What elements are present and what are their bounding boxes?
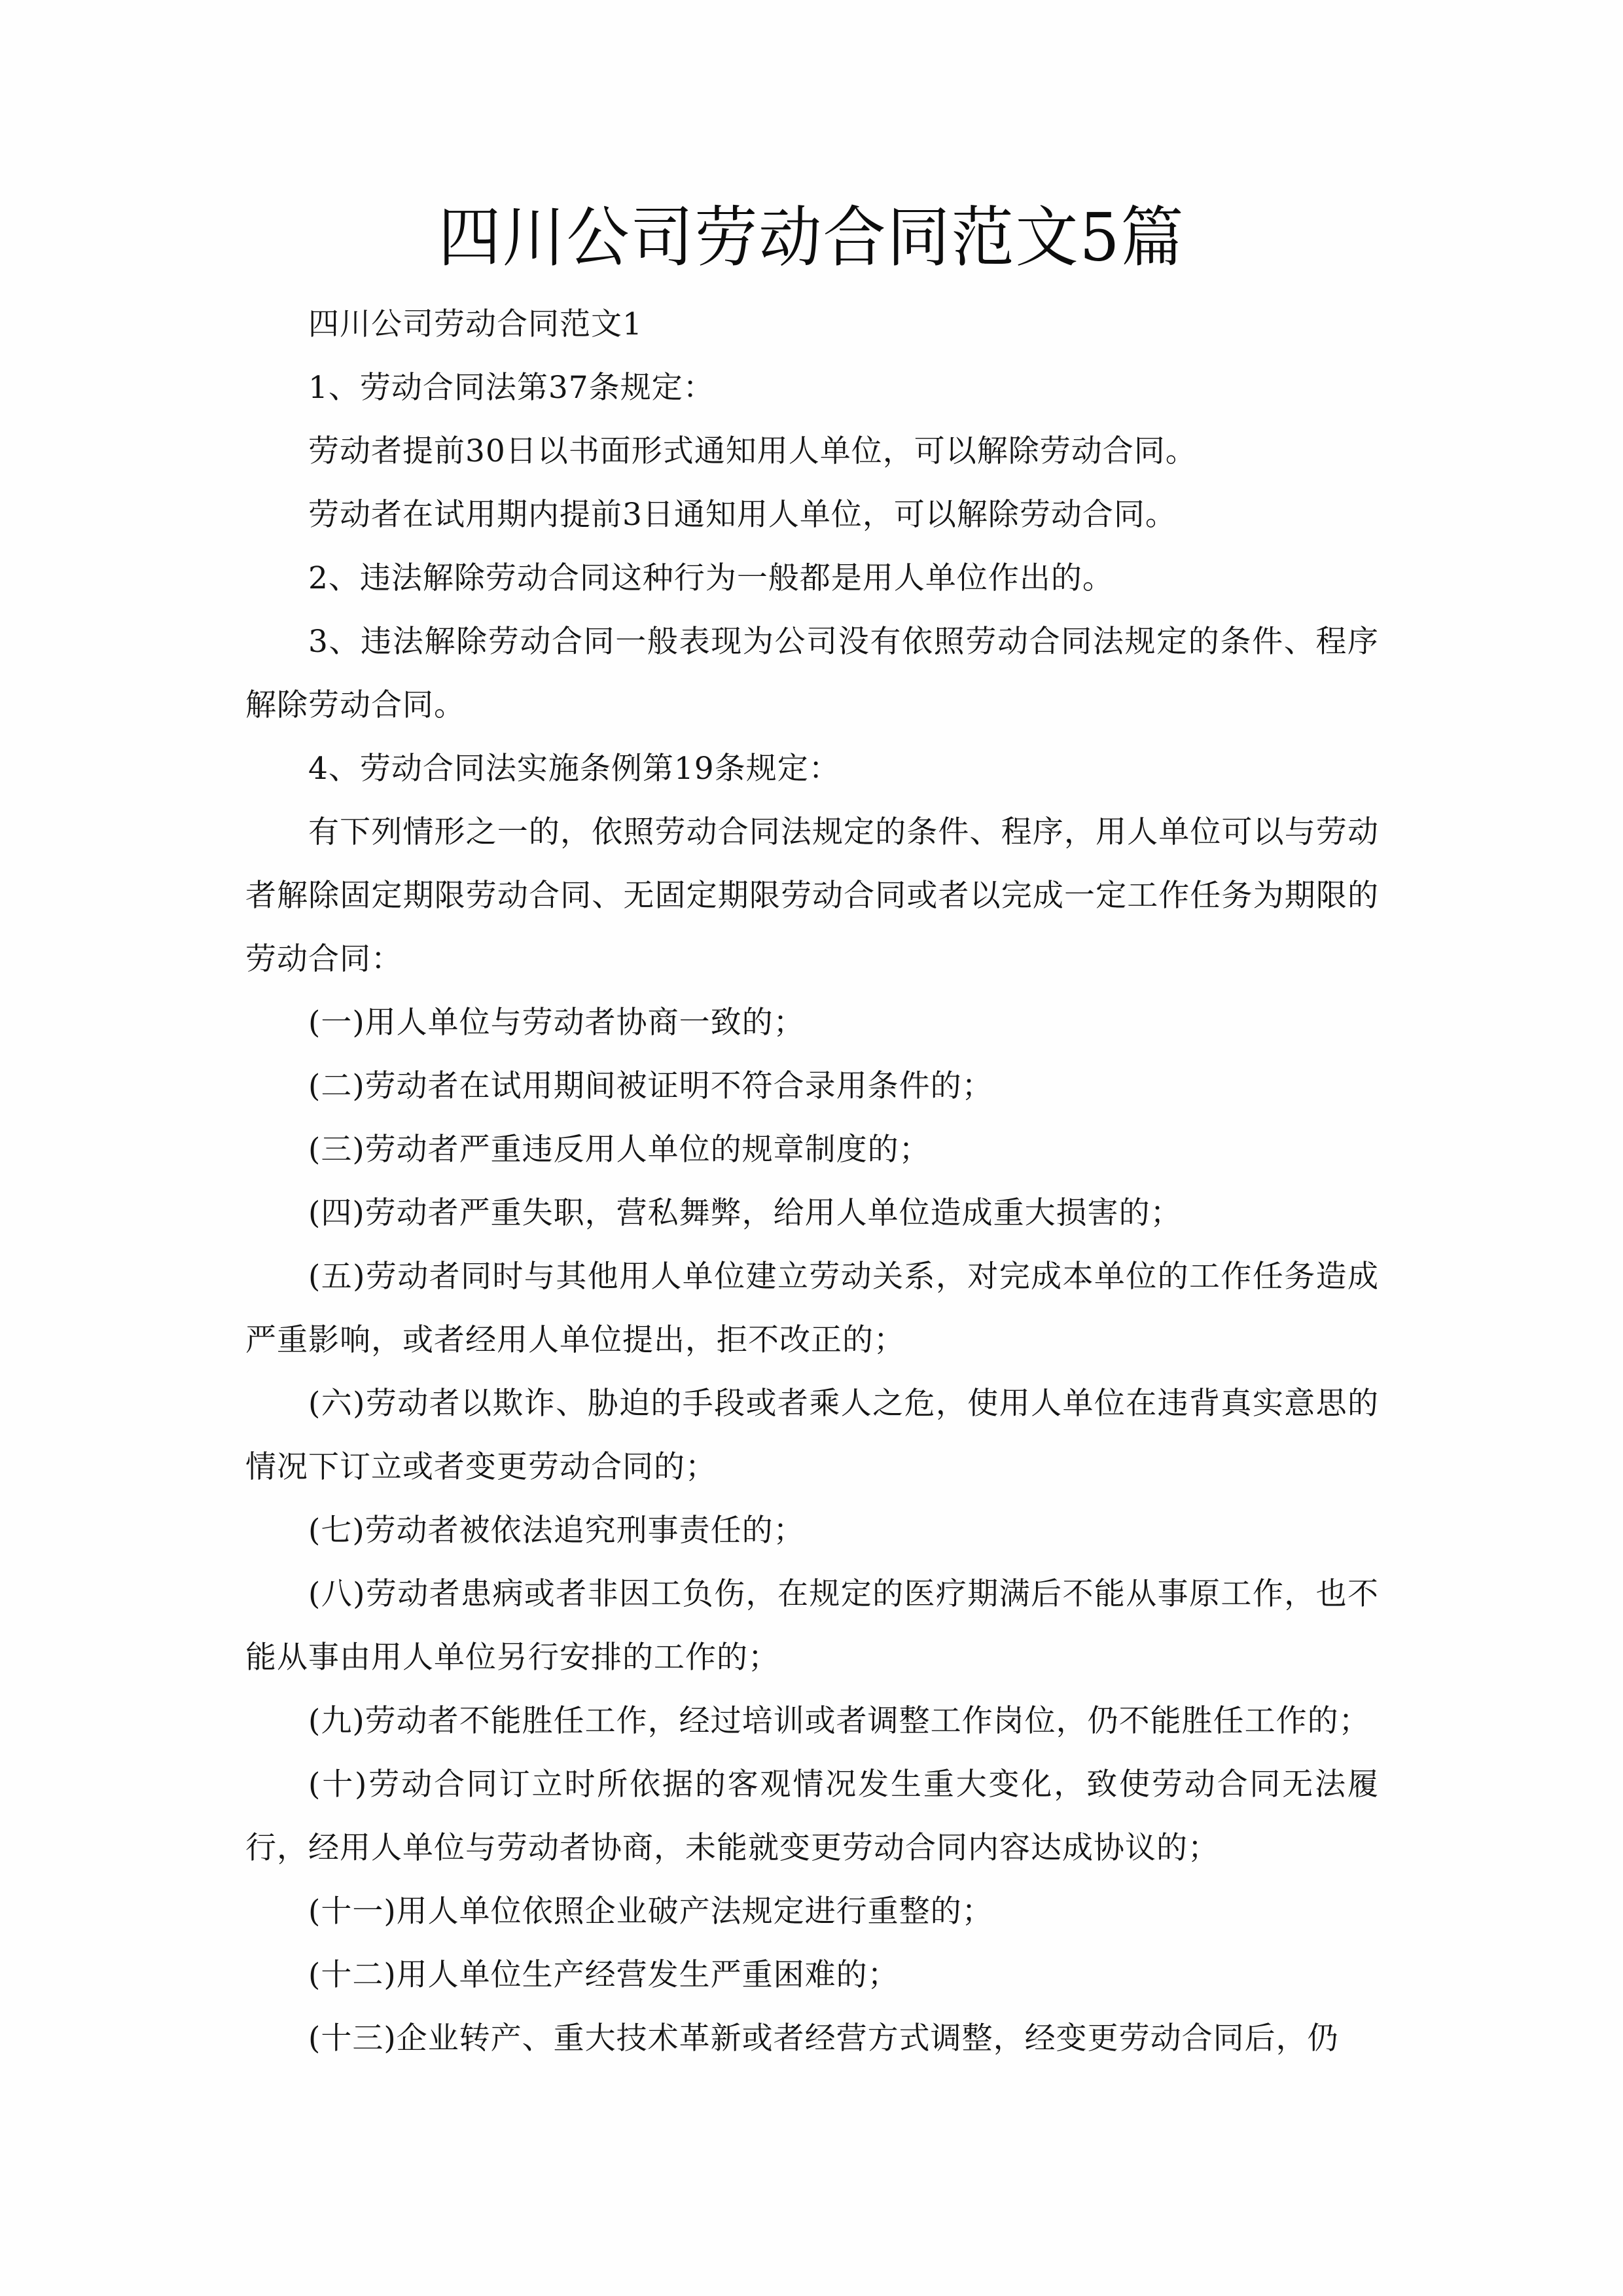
section-heading: 四川公司劳动合同范文1 bbox=[308, 306, 643, 342]
list-item: (四)劳动者严重失职，营私舞弊，给用人单位造成重大损害的； bbox=[308, 1195, 1182, 1231]
paragraph: 劳动者在试用期内提前3日通知用人单位，可以解除劳动合同。 bbox=[308, 497, 1177, 533]
document-title: 四川公司劳动合同范文5篇 bbox=[438, 199, 1185, 276]
list-item: (五)劳动者同时与其他用人单位建立劳动关系，对完成本单位的工作任务造成严重影响，或者经用人单位提出，拒不改正的； bbox=[245, 1259, 1379, 1358]
list-item: (八)劳动者患病或者非因工负伤，在规定的医疗期满后不能从事原工作，也不能从事由用人单位另行安排的工作的； bbox=[245, 1576, 1379, 1676]
paragraph: 有下列情形之一的，依照劳动合同法规定的条件、程序，用人单位可以与劳动者解除固定期限劳动合同、无固定期限劳动合同或者以完成一定工作任务为期限的劳动合同： bbox=[245, 814, 1379, 977]
list-item: (二)劳动者在试用期间被证明不符合录用条件的； bbox=[308, 1068, 993, 1104]
list-item: (三)劳动者严重违反用人单位的规章制度的； bbox=[308, 1132, 931, 1168]
list-item: (一)用人单位与劳动者协商一致的； bbox=[308, 1005, 805, 1041]
paragraph: 劳动者提前30日以书面形式通知用人单位，可以解除劳动合同。 bbox=[308, 433, 1197, 469]
list-item: (十一)用人单位依照企业破产法规定进行重整的； bbox=[308, 1893, 993, 1929]
paragraph: 2、违法解除劳动合同这种行为一般都是用人单位作出的。 bbox=[308, 560, 1114, 596]
list-item: (六)劳动者以欺诈、胁迫的手段或者乘人之危，使用人单位在违背真实意思的情况下订立或者变更劳动合同的； bbox=[245, 1386, 1379, 1485]
paragraph: 4、劳动合同法实施条例第19条规定： bbox=[308, 751, 840, 787]
list-item: (七)劳动者被依法追究刑事责任的； bbox=[308, 1513, 805, 1549]
list-item: (九)劳动者不能胜任工作，经过培训或者调整工作岗位，仍不能胜任工作的； bbox=[308, 1703, 1370, 1739]
list-item: (十二)用人单位生产经营发生严重困难的； bbox=[308, 1957, 899, 1993]
paragraph: 3、违法解除劳动合同一般表现为公司没有依照劳动合同法规定的条件、程序解除劳动合同。 bbox=[245, 624, 1379, 723]
document-body bbox=[245, 293, 1379, 2070]
paragraph: 1、劳动合同法第37条规定： bbox=[308, 370, 715, 406]
list-item: (十三)企业转产、重大技术革新或者经营方式调整，经变更劳动合同后，仍 bbox=[308, 2020, 1339, 2056]
list-item: (十)劳动合同订立时所依据的客观情况发生重大变化，致使劳动合同无法履行，经用人单位与劳动者协商，未能就变更劳动合同内容达成协议的； bbox=[245, 1767, 1379, 1866]
